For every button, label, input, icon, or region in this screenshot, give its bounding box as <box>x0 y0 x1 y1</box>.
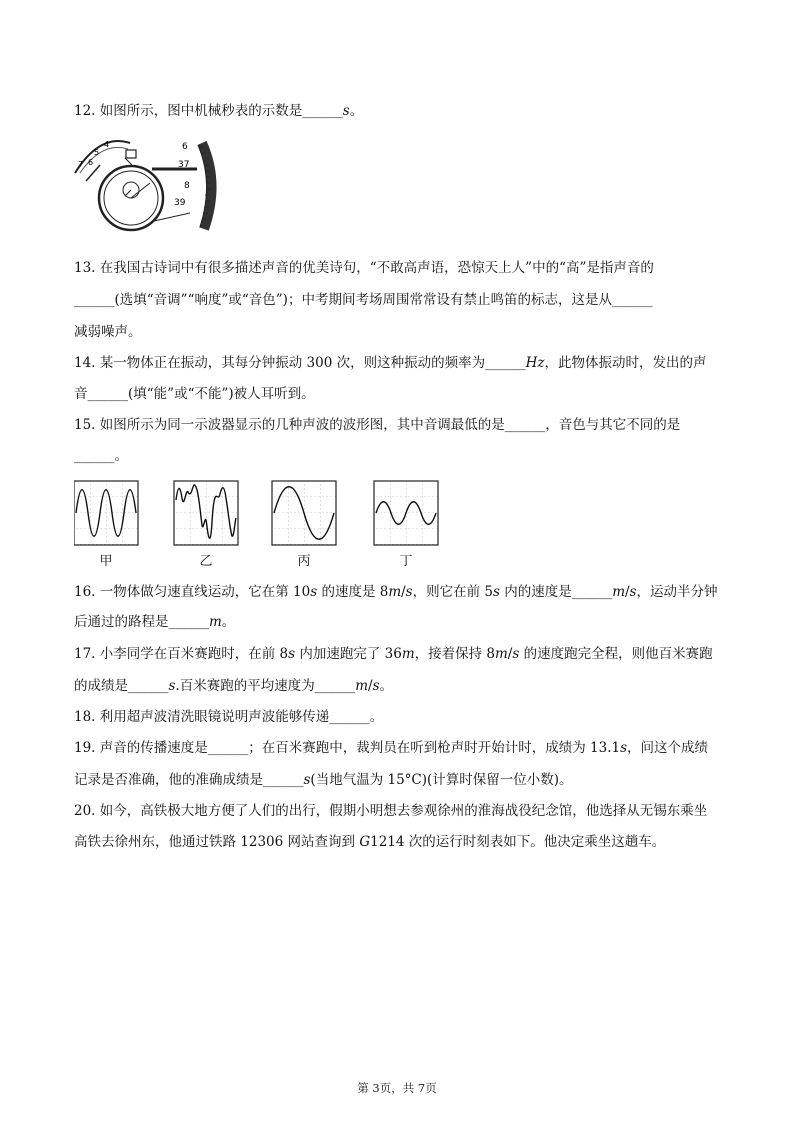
wave-label-bing: 丙 <box>297 554 311 569</box>
q12-line1: 12. 如图所示，图中机械秒表的示数是______𝑠。 <box>74 103 364 119</box>
q13-line3: 减弱噪声。 <box>74 324 142 340</box>
big-dial-num: 37 <box>178 160 190 170</box>
waveform-bing <box>272 481 336 545</box>
q17-line1: 17. 小李同学在百米赛跑时，在前 8𝑠 内加速跑完了 36𝑚，接着保持 8𝑚/𝑠 的速度跑完全程，则他百米赛跑 <box>74 646 713 662</box>
q14-line2: 音______(填“能”或“不能”)被人耳听到。 <box>74 386 315 402</box>
small-dial-num: 7 <box>78 160 84 169</box>
small-dial-num: 5 <box>94 148 100 157</box>
q13-line1: 13. 在我国古诗词中有很多描述声音的优美诗句，“不敢高声语，恐惊天上人”中的“高”是指声音的 <box>74 260 654 276</box>
wave-label-jia: 甲 <box>99 554 113 569</box>
q13-line2: ______(选填“音调”“响度”或“音色”)；中考期间考场周围常常设有禁止鸣笛的标志，这是从______ <box>74 292 653 308</box>
waveform-jia <box>74 481 138 545</box>
q15-line1: 15. 如图所示为同一示波器显示的几种声波的波形图，其中音调最低的是______，音色与其它不同的是 <box>74 417 681 433</box>
stopwatch-figure <box>70 133 220 233</box>
small-dial-num: 4 <box>104 140 110 149</box>
page-footer: 第 3页，共 7页 <box>357 1081 437 1095</box>
waveform-figures <box>74 480 444 570</box>
q19-line1: 19. 声音的传播速度是______；在百米赛跑中，裁判员在听到枪声时开始计时，成绩为 13.1𝑠，问这个成绩 <box>74 740 709 756</box>
big-dial-num: 6 <box>182 142 188 152</box>
q16-line2: 后通过的路程是______𝑚。 <box>74 614 236 630</box>
q18-line1: 18. 利用超声波清洗眼镜说明声波能够传递______。 <box>74 709 384 725</box>
q16-line1: 16. 一物体做匀速直线运动，它在第 10𝑠 的速度是 8𝑚/𝑠，则它在前 5𝑠 内的速度是______𝑚/𝑠，运动半分钟 <box>74 584 718 600</box>
q20-line2: 高铁去徐州东，他通过铁路 12306 网站查询到 𝐺1214 次的运行时刻表如下。他决定乘坐这趟车。 <box>74 834 666 850</box>
big-dial-num: 8 <box>184 181 190 191</box>
q17-line2: 的成绩是______𝑠.百米赛跑的平均速度为______𝑚/𝑠。 <box>74 678 393 694</box>
waveform-yi <box>174 481 238 545</box>
q19-line2: 记录是否准确，他的准确成绩是______𝑠(当地气温为 15°C)(计算时保留一位小数)。 <box>74 772 573 788</box>
q20-line1: 20. 如今，高铁极大地方便了人们的出行，假期小明想去参观徐州的淮海战役纪念馆，他选择从无锡东乘坐 <box>74 803 708 819</box>
q14-line1: 14. 某一物体正在振动，其每分钟振动 300 次，则这种振动的频率为______𝐻𝑧，此物体振动时，发出的声 <box>74 355 707 371</box>
wave-label-yi: 乙 <box>199 554 213 569</box>
waveform-ding <box>374 481 438 545</box>
q15-line2: ______。 <box>74 448 128 464</box>
wave-label-ding: 丁 <box>399 554 413 569</box>
big-dial-num: 39 <box>174 198 186 208</box>
small-dial-num: 6 <box>88 158 94 167</box>
